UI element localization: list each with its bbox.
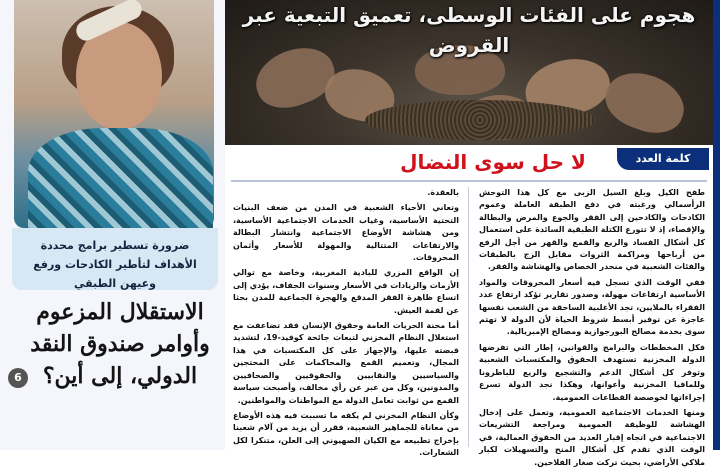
article-column-right [479, 187, 705, 467]
banner-headline[interactable]: هجوم على الفئات الوسطى، تعميق التبعية عبر القروض [242, 3, 696, 57]
photo-shirt [28, 128, 213, 238]
paragraph: ففي الوقت الذي تسجل فيه أسعار المحروقات والمواد الأساسية ارتفاعات مهولة، وصدور تقارير تؤكد ارتفاع عدد الفقراء بالملايين، تجد الأغلبية الساحقة من الشعب نفسها عاجزة عن توفير أبسط شروط الحياة لأن الدولة لا تهتم سوى بخدمة مصالح البورجوازية ومصالح الإمبريالية. [479, 277, 705, 337]
paragraph: إن الواقع المزري للبادية المغربية، وخاصة مع توالي الأزمات والزيادات في الأسعار وسنوات الجفاف، يؤدي إلى اتساع ظاهرة الفقر المدقع والهجرة الجماعية للمدن بحثا عن لقمة العيش. [233, 268, 459, 315]
paragraph: وتعاني الأحياء الشعبية في المدن من ضعف البنيات التحتية الأساسية، وغياب الخدمات الاجتماعية الأساسية، ومن هشاشة الأوضاع الاجتماعية وانتشار البطالة والارتفاعات المتتالية والمهولة للأسعار وأثمان المحروقات. [233, 203, 459, 263]
editorial-article [225, 145, 713, 467]
page-number-badge: 6 [8, 368, 28, 388]
paragraph: بالعقدة. [427, 188, 459, 197]
paragraph: وكأن النظام المخزني لم يكفه ما تسببت فيه هذه الأوضاع من معاناة للجماهير الشعبية، فقرر أن يزيد من آلام شعبنا بإخراج تطبيعه مع الكيان الصهيوني إلى العلن، متنكرا لكل الشعارات. [233, 410, 459, 458]
section-label: كلمة العدد [617, 148, 709, 170]
left-column [0, 0, 225, 450]
paragraph: فكل المخططات والبرامج والقوانين، إطار التي تفرضها الدولة المخزنية تستهدف الحقوق والمكتسبات الشعبية وتوفر كل أشكال الدعم والتشجيع والريع للباطرونا وللمافيا المخزنية وأعوانها، وهكذا نجد الدولة تسرع إجراءاتها لخوصصة القطاعات العمومية. [479, 342, 705, 402]
photo-caption-box [12, 228, 218, 290]
article-headline[interactable]: لا حل سوى النضال [400, 150, 586, 174]
column-divider [468, 187, 469, 447]
left-article-headline[interactable]: الاستقلال المزعوم وأوامر صندوق النقد الدولي، إلى أين؟ [30, 299, 210, 389]
grain-pile [365, 100, 595, 140]
photo-caption: ضرورة تسطير برامج محددة الأهداف لتأطير الكادحات ورفع وعيهن الطبقي [33, 239, 197, 290]
hand-shape [598, 63, 692, 142]
page-edge-bar [713, 0, 720, 450]
paragraph: أما محنة الحريات العامة وحقوق الإنسان فقد تضاعفت مع استغلال النظام المخزني لتبعات جائحة كوفيد-19، لتشديد قبضته عليها، والإجهاز على كل المكتسبات في هذا المجال، وتعميم القمع والمحاكمات على المحتجين والسياسيين والنقابيين والحقوقيين والصحافيين والمدونين، وكل من عبر عن رأي مخالف، وأصبحت سياسة القمع من ثوابت تعامل الدولة مع المواطنات والمواطنين. [233, 321, 459, 405]
headline-rule [231, 180, 707, 182]
banner-image [225, 0, 713, 145]
portrait-photo [14, 0, 214, 228]
article-column-left [233, 187, 459, 458]
paragraph: ومنها الخدمات الاجتماعية العمومية، وتعمل على إدخال الهشاشة للوظيفة العمومية ومراجعة التشريعات الاجتماعية في اتجاه إقبار العديد من الحقوق العمالية، في الوقت الذي تقدم كل أشكال المنح والتسهيلات لكبار ملاكي الأراضي، بحيث تركت صغار الفلاحين. [479, 407, 705, 467]
paragraph: طفح الكيل وبلغ السيل الزبى مع كل هذا التوحش الرأسمالي ورغبته في دفع الطبقة العاملة وعموم الكادحات والكادحين إلى الفقر والجوع والمرض والبطالة والإقصاء، إذ لا تتورع الكتلة الطبقية السائدة على استعمال كل أشكال الفساد والريع والقمع والقهر من أجل الرفع من أرباحها ومراكمة الثروات مقابل الزج بالطبقات والفئات الشعبية في منحدر الخصاص والهشاشة والفقر. [479, 188, 705, 272]
